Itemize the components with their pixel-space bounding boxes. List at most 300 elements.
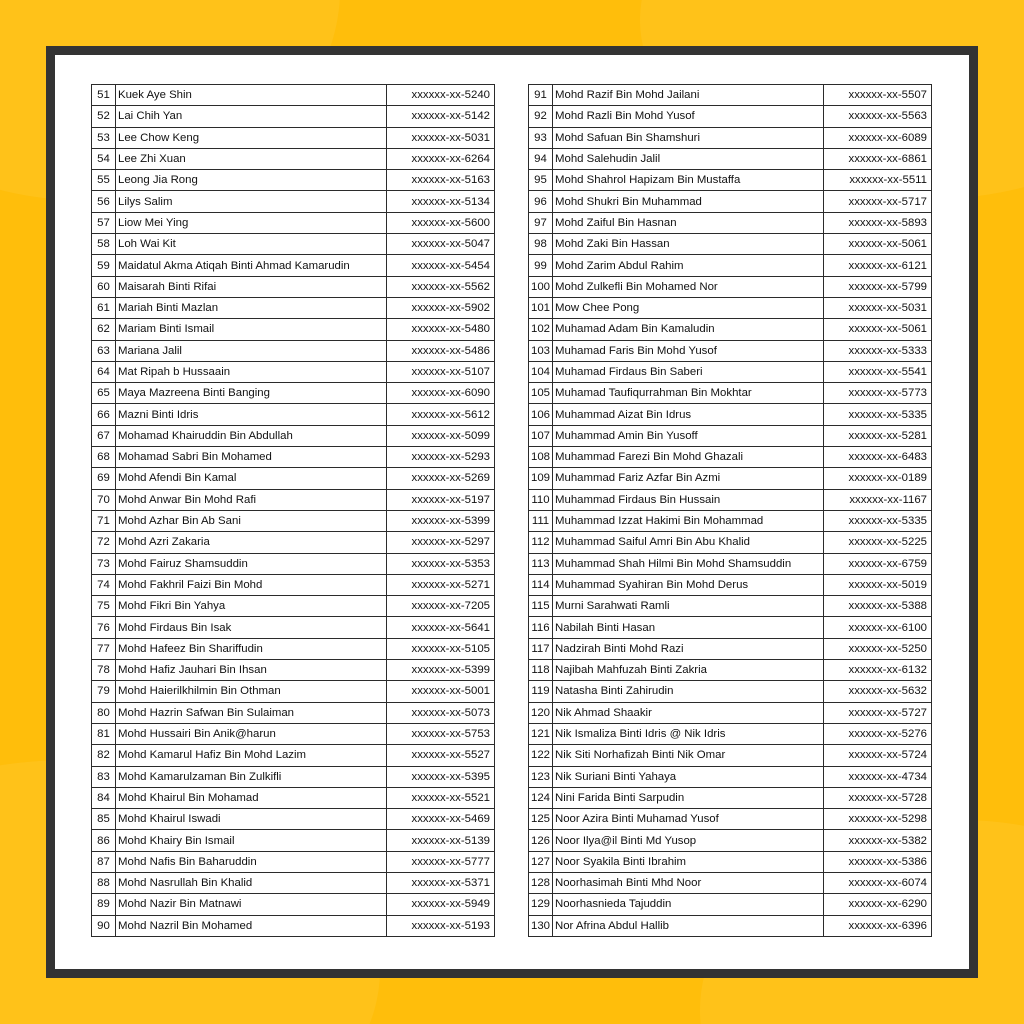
- row-number: 103: [529, 340, 553, 361]
- row-id-number: xxxxxx-xx-5031: [824, 297, 932, 318]
- row-name: Muhamad Faris Bin Mohd Yusof: [553, 340, 824, 361]
- row-number: 82: [92, 745, 116, 766]
- row-number: 86: [92, 830, 116, 851]
- table-row: [92, 127, 495, 148]
- row-name: Maya Mazreena Binti Banging: [116, 383, 387, 404]
- row-name: Mat Ripah b Hussaain: [116, 361, 387, 382]
- table-row: [92, 106, 495, 127]
- table-row: [92, 425, 495, 446]
- table-row: [92, 319, 495, 340]
- table-row: [529, 340, 932, 361]
- row-id-number: xxxxxx-xx-5562: [387, 276, 495, 297]
- table-row: [529, 383, 932, 404]
- row-name: Nabilah Binti Hasan: [553, 617, 824, 638]
- row-number: 85: [92, 809, 116, 830]
- table-row: [92, 191, 495, 212]
- row-number: 76: [92, 617, 116, 638]
- row-name: Lilys Salim: [116, 191, 387, 212]
- row-number: 116: [529, 617, 553, 638]
- row-name: Muhammad Shah Hilmi Bin Mohd Shamsuddin: [553, 553, 824, 574]
- row-number: 126: [529, 830, 553, 851]
- row-name: Leong Jia Rong: [116, 170, 387, 191]
- row-number: 58: [92, 234, 116, 255]
- row-name: Mohd Anwar Bin Mohd Rafi: [116, 489, 387, 510]
- table-row: [92, 809, 495, 830]
- row-id-number: xxxxxx-xx-0189: [824, 468, 932, 489]
- row-id-number: xxxxxx-xx-5371: [387, 872, 495, 893]
- table-row: [92, 255, 495, 276]
- row-id-number: xxxxxx-xx-4734: [824, 766, 932, 787]
- row-number: 74: [92, 574, 116, 595]
- table-row: [529, 170, 932, 191]
- row-number: 90: [92, 915, 116, 936]
- row-number: 115: [529, 596, 553, 617]
- row-name: Mohd Azhar Bin Ab Sani: [116, 510, 387, 531]
- row-id-number: xxxxxx-xx-5386: [824, 851, 932, 872]
- row-id-number: xxxxxx-xx-5902: [387, 297, 495, 318]
- row-id-number: xxxxxx-xx-5297: [387, 532, 495, 553]
- table-row: [92, 170, 495, 191]
- table-row: [92, 553, 495, 574]
- row-number: 83: [92, 766, 116, 787]
- table-row: [92, 681, 495, 702]
- row-name: Maisarah Binti Rifai: [116, 276, 387, 297]
- row-id-number: xxxxxx-xx-5773: [824, 383, 932, 404]
- table-row: [92, 702, 495, 723]
- row-id-number: xxxxxx-xx-6090: [387, 383, 495, 404]
- row-name: Mohd Nazir Bin Matnawi: [116, 894, 387, 915]
- row-id-number: xxxxxx-xx-5333: [824, 340, 932, 361]
- row-id-number: xxxxxx-xx-6396: [824, 915, 932, 936]
- row-number: 64: [92, 361, 116, 382]
- row-id-number: xxxxxx-xx-6264: [387, 148, 495, 169]
- table-row: [529, 660, 932, 681]
- row-name: Mohd Hafeez Bin Shariffudin: [116, 638, 387, 659]
- row-name: Mariah Binti Mazlan: [116, 297, 387, 318]
- table-row: [529, 894, 932, 915]
- table-row: [529, 297, 932, 318]
- row-id-number: xxxxxx-xx-5600: [387, 212, 495, 233]
- row-name: Muhammad Farezi Bin Mohd Ghazali: [553, 447, 824, 468]
- row-id-number: xxxxxx-xx-5641: [387, 617, 495, 638]
- row-name: Mohd Afendi Bin Kamal: [116, 468, 387, 489]
- row-name: Mohd Zaki Bin Hassan: [553, 234, 824, 255]
- row-id-number: xxxxxx-xx-5521: [387, 787, 495, 808]
- row-name: Mohd Fakhril Faizi Bin Mohd: [116, 574, 387, 595]
- table-row: [92, 723, 495, 744]
- row-id-number: xxxxxx-xx-5276: [824, 723, 932, 744]
- row-id-number: xxxxxx-xx-5728: [824, 787, 932, 808]
- row-number: 97: [529, 212, 553, 233]
- row-number: 109: [529, 468, 553, 489]
- row-number: 120: [529, 702, 553, 723]
- row-id-number: xxxxxx-xx-5107: [387, 361, 495, 382]
- row-number: 60: [92, 276, 116, 297]
- row-name: Mohd Firdaus Bin Isak: [116, 617, 387, 638]
- row-id-number: xxxxxx-xx-6089: [824, 127, 932, 148]
- table-row: [529, 404, 932, 425]
- row-id-number: xxxxxx-xx-5563: [824, 106, 932, 127]
- table-row: [92, 297, 495, 318]
- table-row: [92, 489, 495, 510]
- table-row: [529, 510, 932, 531]
- name-table-right: [528, 84, 932, 937]
- table-row: [529, 212, 932, 233]
- row-number: 99: [529, 255, 553, 276]
- row-number: 118: [529, 660, 553, 681]
- table-row: [529, 425, 932, 446]
- row-id-number: xxxxxx-xx-5298: [824, 809, 932, 830]
- row-id-number: xxxxxx-xx-5527: [387, 745, 495, 766]
- table-row: [92, 660, 495, 681]
- table-row: [92, 404, 495, 425]
- table-row: [529, 723, 932, 744]
- row-number: 123: [529, 766, 553, 787]
- row-id-number: xxxxxx-xx-5197: [387, 489, 495, 510]
- row-id-number: xxxxxx-xx-5388: [824, 596, 932, 617]
- row-id-number: xxxxxx-xx-5454: [387, 255, 495, 276]
- table-row: [529, 830, 932, 851]
- row-id-number: xxxxxx-xx-5019: [824, 574, 932, 595]
- table-row: [529, 872, 932, 893]
- table-row: [92, 361, 495, 382]
- row-number: 54: [92, 148, 116, 169]
- row-name: Mohamad Khairuddin Bin Abdullah: [116, 425, 387, 446]
- row-name: Muhamad Taufiqurrahman Bin Mokhtar: [553, 383, 824, 404]
- row-name: Mohd Nasrullah Bin Khalid: [116, 872, 387, 893]
- row-number: 130: [529, 915, 553, 936]
- row-name: Mohd Hussairi Bin Anik@harun: [116, 723, 387, 744]
- table-row: [529, 106, 932, 127]
- row-number: 106: [529, 404, 553, 425]
- row-id-number: xxxxxx-xx-6483: [824, 447, 932, 468]
- row-id-number: xxxxxx-xx-5269: [387, 468, 495, 489]
- row-name: Nik Suriani Binti Yahaya: [553, 766, 824, 787]
- row-id-number: xxxxxx-xx-5399: [387, 510, 495, 531]
- row-name: Nadzirah Binti Mohd Razi: [553, 638, 824, 659]
- row-id-number: xxxxxx-xx-5031: [387, 127, 495, 148]
- row-number: 121: [529, 723, 553, 744]
- row-name: Natasha Binti Zahirudin: [553, 681, 824, 702]
- row-name: Nik Ismaliza Binti Idris @ Nik Idris: [553, 723, 824, 744]
- row-id-number: xxxxxx-xx-5480: [387, 319, 495, 340]
- row-name: Mohd Shukri Bin Muhammad: [553, 191, 824, 212]
- row-name: Mohd Zulkefli Bin Mohamed Nor: [553, 276, 824, 297]
- name-table-left: [91, 84, 495, 937]
- row-number: 102: [529, 319, 553, 340]
- table-row: [529, 638, 932, 659]
- row-number: 95: [529, 170, 553, 191]
- row-id-number: xxxxxx-xx-5250: [824, 638, 932, 659]
- row-name: Nor Afrina Abdul Hallib: [553, 915, 824, 936]
- row-number: 127: [529, 851, 553, 872]
- table-row: [529, 447, 932, 468]
- row-id-number: xxxxxx-xx-5134: [387, 191, 495, 212]
- row-number: 80: [92, 702, 116, 723]
- row-number: 93: [529, 127, 553, 148]
- row-name: Noorhasnieda Tajuddin: [553, 894, 824, 915]
- row-id-number: xxxxxx-xx-5382: [824, 830, 932, 851]
- row-name: Muhammad Firdaus Bin Hussain: [553, 489, 824, 510]
- row-name: Mariana Jalil: [116, 340, 387, 361]
- row-id-number: xxxxxx-xx-5281: [824, 425, 932, 446]
- row-id-number: xxxxxx-xx-5061: [824, 319, 932, 340]
- row-name: Mariam Binti Ismail: [116, 319, 387, 340]
- row-name: Mohd Nazril Bin Mohamed: [116, 915, 387, 936]
- row-name: Mohd Hafiz Jauhari Bin Ihsan: [116, 660, 387, 681]
- row-number: 66: [92, 404, 116, 425]
- row-name: Mohd Azri Zakaria: [116, 532, 387, 553]
- table-row: [529, 127, 932, 148]
- row-number: 125: [529, 809, 553, 830]
- row-name: Lai Chih Yan: [116, 106, 387, 127]
- row-id-number: xxxxxx-xx-6759: [824, 553, 932, 574]
- row-number: 87: [92, 851, 116, 872]
- row-number: 119: [529, 681, 553, 702]
- table-row: [92, 574, 495, 595]
- table-row: [529, 681, 932, 702]
- table-row: [529, 745, 932, 766]
- table-row: [92, 915, 495, 936]
- table-row: [529, 319, 932, 340]
- row-number: 84: [92, 787, 116, 808]
- row-number: 72: [92, 532, 116, 553]
- row-name: Muhamad Adam Bin Kamaludin: [553, 319, 824, 340]
- row-name: Muhammad Izzat Hakimi Bin Mohammad: [553, 510, 824, 531]
- row-name: Mohd Fikri Bin Yahya: [116, 596, 387, 617]
- table-row: [529, 468, 932, 489]
- table-row: [529, 148, 932, 169]
- row-name: Maidatul Akma Atiqah Binti Ahmad Kamarudin: [116, 255, 387, 276]
- row-id-number: xxxxxx-xx-5727: [824, 702, 932, 723]
- row-number: 51: [92, 85, 116, 106]
- row-number: 57: [92, 212, 116, 233]
- table-row: [529, 276, 932, 297]
- table-row: [92, 383, 495, 404]
- row-name: Loh Wai Kit: [116, 234, 387, 255]
- row-name: Mohd Haierilkhilmin Bin Othman: [116, 681, 387, 702]
- row-name: Mohd Salehudin Jalil: [553, 148, 824, 169]
- row-name: Nik Ahmad Shaakir: [553, 702, 824, 723]
- row-id-number: xxxxxx-xx-6290: [824, 894, 932, 915]
- row-number: 77: [92, 638, 116, 659]
- table-row: [529, 809, 932, 830]
- row-number: 112: [529, 532, 553, 553]
- row-name: Liow Mei Ying: [116, 212, 387, 233]
- table-row: [92, 276, 495, 297]
- row-number: 53: [92, 127, 116, 148]
- row-id-number: xxxxxx-xx-5469: [387, 809, 495, 830]
- row-name: Mow Chee Pong: [553, 297, 824, 318]
- row-name: Noor Azira Binti Muhamad Yusof: [553, 809, 824, 830]
- row-id-number: xxxxxx-xx-7205: [387, 596, 495, 617]
- row-name: Mohd Zarim Abdul Rahim: [553, 255, 824, 276]
- row-number: 122: [529, 745, 553, 766]
- row-number: 96: [529, 191, 553, 212]
- row-number: 71: [92, 510, 116, 531]
- row-name: Mohd Khairy Bin Ismail: [116, 830, 387, 851]
- row-id-number: xxxxxx-xx-5777: [387, 851, 495, 872]
- row-name: Muhammad Fariz Azfar Bin Azmi: [553, 468, 824, 489]
- table-row: [92, 872, 495, 893]
- table-row: [529, 596, 932, 617]
- row-name: Nini Farida Binti Sarpudin: [553, 787, 824, 808]
- table-row: [92, 447, 495, 468]
- row-number: 88: [92, 872, 116, 893]
- row-number: 114: [529, 574, 553, 595]
- table-row: [92, 510, 495, 531]
- table-row: [92, 787, 495, 808]
- row-id-number: xxxxxx-xx-6121: [824, 255, 932, 276]
- table-row: [529, 617, 932, 638]
- row-number: 52: [92, 106, 116, 127]
- row-number: 63: [92, 340, 116, 361]
- row-id-number: xxxxxx-xx-5724: [824, 745, 932, 766]
- row-id-number: xxxxxx-xx-5353: [387, 553, 495, 574]
- row-number: 73: [92, 553, 116, 574]
- table-row: [92, 212, 495, 233]
- row-number: 75: [92, 596, 116, 617]
- row-id-number: xxxxxx-xx-6861: [824, 148, 932, 169]
- table-row: [529, 702, 932, 723]
- row-id-number: xxxxxx-xx-5142: [387, 106, 495, 127]
- row-number: 59: [92, 255, 116, 276]
- row-number: 101: [529, 297, 553, 318]
- row-number: 111: [529, 510, 553, 531]
- row-number: 107: [529, 425, 553, 446]
- table-row: [529, 915, 932, 936]
- row-name: Mohd Fairuz Shamsuddin: [116, 553, 387, 574]
- row-name: Mohd Zaiful Bin Hasnan: [553, 212, 824, 233]
- row-number: 108: [529, 447, 553, 468]
- table-row: [92, 234, 495, 255]
- table-row: [92, 894, 495, 915]
- row-id-number: xxxxxx-xx-5399: [387, 660, 495, 681]
- row-number: 78: [92, 660, 116, 681]
- table-row: [92, 766, 495, 787]
- row-number: 81: [92, 723, 116, 744]
- row-name: Mohd Khairul Iswadi: [116, 809, 387, 830]
- table-row: [529, 85, 932, 106]
- row-id-number: xxxxxx-xx-5893: [824, 212, 932, 233]
- row-name: Mohd Safuan Bin Shamshuri: [553, 127, 824, 148]
- row-name: Muhammad Aizat Bin Idrus: [553, 404, 824, 425]
- table-row: [529, 851, 932, 872]
- row-name: Mohd Kamarul Hafiz Bin Mohd Lazim: [116, 745, 387, 766]
- row-id-number: xxxxxx-xx-5001: [387, 681, 495, 702]
- row-number: 67: [92, 425, 116, 446]
- row-id-number: xxxxxx-xx-5271: [387, 574, 495, 595]
- table-row: [529, 234, 932, 255]
- table-row: [92, 596, 495, 617]
- row-name: Muhammad Saiful Amri Bin Abu Khalid: [553, 532, 824, 553]
- table-row: [529, 361, 932, 382]
- row-number: 98: [529, 234, 553, 255]
- row-number: 105: [529, 383, 553, 404]
- table-row: [92, 532, 495, 553]
- row-name: Mohd Khairul Bin Mohamad: [116, 787, 387, 808]
- table-row: [529, 766, 932, 787]
- row-number: 65: [92, 383, 116, 404]
- table-row: [92, 85, 495, 106]
- row-name: Najibah Mahfuzah Binti Zakria: [553, 660, 824, 681]
- table-row: [92, 851, 495, 872]
- row-id-number: xxxxxx-xx-5507: [824, 85, 932, 106]
- row-name: Murni Sarahwati Ramli: [553, 596, 824, 617]
- row-id-number: xxxxxx-xx-5753: [387, 723, 495, 744]
- row-number: 117: [529, 638, 553, 659]
- row-id-number: xxxxxx-xx-5193: [387, 915, 495, 936]
- table-row: [92, 468, 495, 489]
- row-id-number: xxxxxx-xx-1167: [824, 489, 932, 510]
- row-number: 91: [529, 85, 553, 106]
- row-number: 55: [92, 170, 116, 191]
- row-name: Mohd Razli Bin Mohd Yusof: [553, 106, 824, 127]
- row-number: 89: [92, 894, 116, 915]
- row-name: Mazni Binti Idris: [116, 404, 387, 425]
- table-row: [92, 745, 495, 766]
- row-id-number: xxxxxx-xx-5240: [387, 85, 495, 106]
- row-id-number: xxxxxx-xx-5061: [824, 234, 932, 255]
- row-name: Muhamad Firdaus Bin Saberi: [553, 361, 824, 382]
- row-name: Mohd Nafis Bin Baharuddin: [116, 851, 387, 872]
- row-number: 70: [92, 489, 116, 510]
- row-id-number: xxxxxx-xx-5225: [824, 532, 932, 553]
- table-row: [529, 532, 932, 553]
- row-name: Mohd Shahrol Hapizam Bin Mustaffa: [553, 170, 824, 191]
- row-number: 94: [529, 148, 553, 169]
- name-list-card: [46, 46, 978, 978]
- table-row: [92, 638, 495, 659]
- row-name: Noor Syakila Binti Ibrahim: [553, 851, 824, 872]
- row-name: Lee Chow Keng: [116, 127, 387, 148]
- row-number: 69: [92, 468, 116, 489]
- row-number: 110: [529, 489, 553, 510]
- row-id-number: xxxxxx-xx-6100: [824, 617, 932, 638]
- table-row: [529, 574, 932, 595]
- table-row: [529, 553, 932, 574]
- row-number: 56: [92, 191, 116, 212]
- table-row: [92, 617, 495, 638]
- row-id-number: xxxxxx-xx-5486: [387, 340, 495, 361]
- row-number: 62: [92, 319, 116, 340]
- row-name: Noor Ilya@il Binti Md Yusop: [553, 830, 824, 851]
- row-name: Mohd Kamarulzaman Bin Zulkifli: [116, 766, 387, 787]
- row-id-number: xxxxxx-xx-5511: [824, 170, 932, 191]
- row-id-number: xxxxxx-xx-5799: [824, 276, 932, 297]
- table-row: [529, 191, 932, 212]
- row-id-number: xxxxxx-xx-5047: [387, 234, 495, 255]
- row-number: 128: [529, 872, 553, 893]
- row-number: 104: [529, 361, 553, 382]
- row-id-number: xxxxxx-xx-5395: [387, 766, 495, 787]
- table-row: [529, 489, 932, 510]
- row-id-number: xxxxxx-xx-5293: [387, 447, 495, 468]
- row-name: Mohamad Sabri Bin Mohamed: [116, 447, 387, 468]
- row-id-number: xxxxxx-xx-5099: [387, 425, 495, 446]
- table-row: [92, 830, 495, 851]
- row-id-number: xxxxxx-xx-5335: [824, 510, 932, 531]
- row-name: Noorhasimah Binti Mhd Noor: [553, 872, 824, 893]
- row-id-number: xxxxxx-xx-5163: [387, 170, 495, 191]
- row-id-number: xxxxxx-xx-5612: [387, 404, 495, 425]
- row-number: 100: [529, 276, 553, 297]
- row-number: 129: [529, 894, 553, 915]
- row-id-number: xxxxxx-xx-6132: [824, 660, 932, 681]
- row-name: Mohd Razif Bin Mohd Jailani: [553, 85, 824, 106]
- row-number: 61: [92, 297, 116, 318]
- row-id-number: xxxxxx-xx-5335: [824, 404, 932, 425]
